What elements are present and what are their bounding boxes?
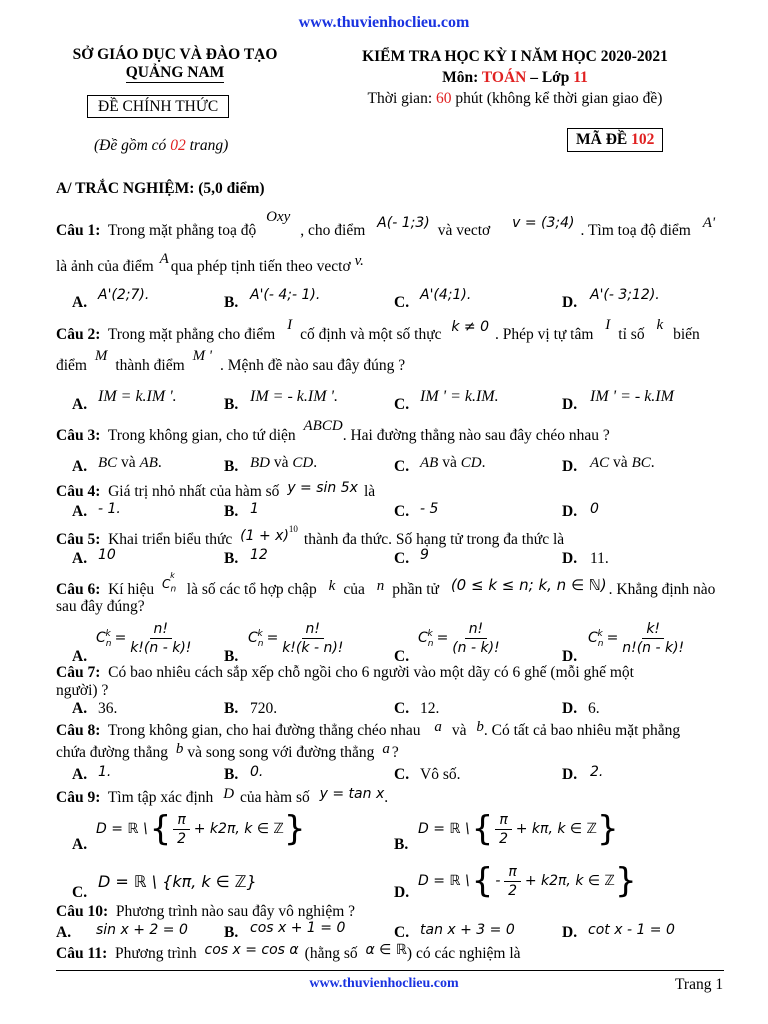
page-number: Trang 1 bbox=[675, 976, 724, 993]
question-3: Câu 3: Trong không gian, cho tứ diện ABCD. Hai đường thẳng nào sau đây chéo nhau ? bbox=[56, 418, 610, 444]
question-2: Câu 2: Trong mặt phẳng cho điểm Icố định và một số thực k ≠ 0 . Phép vị tự tâm Itỉ số kbiến bbox=[56, 317, 700, 343]
question-10: Câu 10: Phương trình nào sau đây vô nghiệm ? bbox=[56, 903, 356, 920]
option-b[interactable]: B. bbox=[224, 766, 239, 783]
question-7-line2: người) ? bbox=[56, 682, 109, 699]
option-c[interactable]: C. bbox=[394, 700, 410, 717]
department: SỞ GIÁO DỤC VÀ ĐÀO TẠO QUẢNG NAM bbox=[72, 46, 278, 81]
exam-info: KIỂM TRA HỌC KỲ I NĂM HỌC 2020-2021 Môn: TOÁN – Lớp 11 Thời gian: 60 phút (không kể thời gian giao đề) bbox=[362, 48, 668, 107]
option-c[interactable]: C. bbox=[394, 396, 410, 413]
option-a[interactable]: A. bbox=[72, 396, 88, 413]
option-a[interactable]: A. bbox=[72, 458, 88, 475]
option-b[interactable]: B. bbox=[224, 550, 239, 567]
question-5: Câu 5: Khai triển biểu thức $(1 + x)^{10}thành$ đa thức. Số hạng tử trong đa thức là bbox=[56, 524, 565, 549]
option-c[interactable]: C. bbox=[394, 924, 410, 941]
option-b[interactable]: B. bbox=[394, 836, 409, 853]
option-c[interactable]: C. bbox=[394, 294, 410, 311]
question-6: Câu 6: Kí hiệu $^{C_n^k}$là số các tổ hợp chập k của n phần tử (0 ≤ k ≤ n; k, n ∈ ℕ) . Khẳng định nào bbox=[56, 571, 716, 598]
question-4: Câu 4: Giá trị nhỏ nhất của hàm số y = sin 5x là bbox=[56, 480, 376, 500]
option-d[interactable]: D. bbox=[562, 503, 578, 520]
official-badge: ĐỀ CHÍNH THỨC bbox=[87, 98, 229, 116]
footer-site[interactable]: www.thuvienhoclieu.com bbox=[309, 976, 459, 991]
option-a[interactable]: A. bbox=[72, 550, 88, 567]
option-d[interactable]: D. bbox=[562, 924, 578, 941]
option-c[interactable]: C. bbox=[394, 648, 410, 665]
option-d[interactable]: D. bbox=[562, 700, 578, 717]
option-b[interactable]: B. bbox=[224, 700, 239, 717]
option-d[interactable]: D. bbox=[562, 766, 578, 783]
question-2-line2: điểm Mthành điểm M '. Mệnh đề nào sau đây đúng ? bbox=[56, 348, 406, 374]
footer-divider bbox=[56, 970, 724, 971]
option-c[interactable]: C. bbox=[394, 766, 410, 783]
option-d[interactable]: D. bbox=[394, 884, 410, 901]
exam-code: MÃ ĐỀ 102 bbox=[567, 128, 663, 152]
option-b[interactable]: B. bbox=[224, 458, 239, 475]
question-9-options-cd: C. D = ℝ \ {kπ, k ∈ ℤ} D. D = ℝ \ { - $\frac{\pi}{2}$ + k2π, k ∈ ℤ } bbox=[72, 861, 637, 901]
option-a[interactable]: A. bbox=[72, 294, 88, 311]
question-11: Câu 11: Phương trình cos x = cos α (hằng số α ∈ ℝ) có các nghiệm là bbox=[56, 942, 521, 962]
option-b[interactable]: B. bbox=[224, 503, 239, 520]
option-d[interactable]: D. bbox=[562, 396, 578, 413]
option-d[interactable]: D. bbox=[562, 550, 578, 567]
option-b[interactable]: B. bbox=[224, 396, 239, 413]
question-7: Câu 7: Có bao nhiêu cách sắp xếp chỗ ngồi cho 6 người vào một dãy có 6 ghế (mỗi ghế một bbox=[56, 664, 634, 681]
option-b[interactable]: B. bbox=[224, 648, 239, 665]
question-6-options: A. $C_n^k$ = $\frac{n!}{k!(n - k)!}$ B. $C_n^k$ = $\frac{n!}{k!(k - n)!}$ C. $C_n^k$ = $\frac{n!}{(n - k)!}$ D. $C_n^k$ = $\frac{k!}{n!(n - k)!}$ bbox=[72, 621, 685, 665]
option-d[interactable]: D. bbox=[562, 648, 578, 665]
page-count: (Đề gồm có 02 trang) bbox=[94, 137, 229, 154]
option-b[interactable]: B. bbox=[224, 294, 239, 311]
question-6-line2: sau đây đúng? bbox=[56, 598, 145, 615]
option-a[interactable]: A. bbox=[72, 766, 88, 783]
question-8-line2: chứa đường thẳng b và song song với đường thẳng a ? bbox=[56, 741, 399, 761]
section-title: A/ TRẮC NGHIỆM: (5,0 điểm) bbox=[56, 180, 265, 197]
question-9-options-ab: A. D = ℝ \ { $\frac{\pi}{2}$ + k2π, k ∈ ℤ } B. D = ℝ \ { $\frac{\pi}{2}$ + kπ, k ∈ ℤ } bbox=[72, 809, 619, 853]
option-a[interactable]: A. bbox=[72, 836, 88, 853]
option-c[interactable]: C. bbox=[394, 503, 410, 520]
option-b[interactable]: B. bbox=[224, 924, 239, 941]
question-1-line2: là ảnh của điểm A qua phép tịnh tiến theo vectơ v. bbox=[56, 251, 364, 275]
question-1: Câu 1: Trong mặt phẳng toạ độ Oxy, cho điểm A(- 1;3) và vectơ v = (3;4) . Tìm toạ độ điểm A' bbox=[56, 209, 716, 239]
option-c[interactable]: C. bbox=[72, 884, 88, 901]
option-a[interactable]: A. bbox=[72, 503, 88, 520]
option-d[interactable]: D. bbox=[562, 458, 578, 475]
option-c[interactable]: C. bbox=[394, 550, 410, 567]
question-8: Câu 8: Trong không gian, cho hai đường thẳng chéo nhau a và b. Có tất cả bao nhiêu mặt phẳng bbox=[56, 719, 681, 739]
question-9: Câu 9: Tìm tập xác định D của hàm số y = tan x. bbox=[56, 786, 389, 806]
option-a[interactable]: A. bbox=[72, 648, 88, 665]
option-c[interactable]: C. bbox=[394, 458, 410, 475]
option-a[interactable]: A. bbox=[72, 700, 88, 717]
option-a[interactable]: A. bbox=[56, 924, 72, 941]
option-d[interactable]: D. bbox=[562, 294, 578, 311]
site-header[interactable]: www.thuvienhoclieu.com bbox=[298, 14, 470, 31]
